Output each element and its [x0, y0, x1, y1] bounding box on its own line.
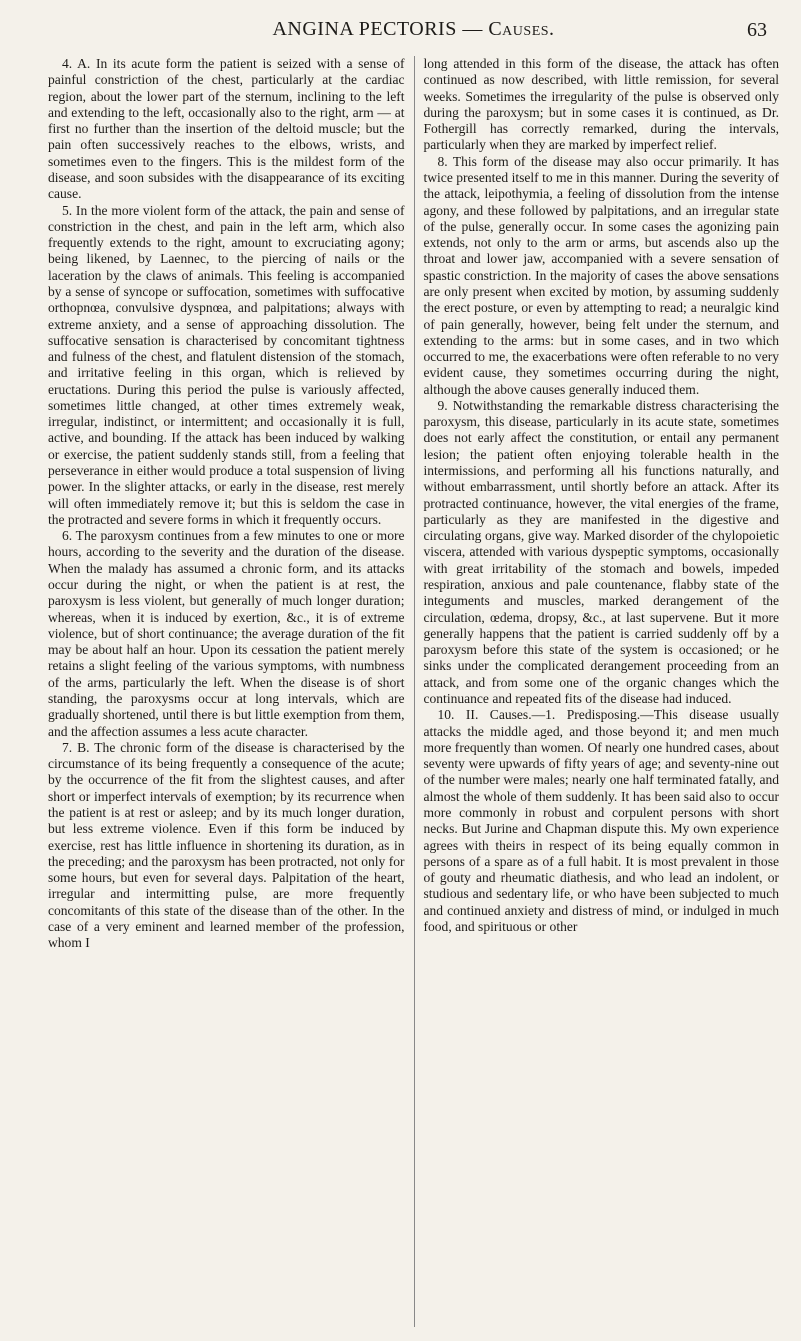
paragraph-7: 7. B. The chronic form of the disease is characterised by the circumstance of its being frequently a consequence of the acute; by the occurrence of the fit from the slightest causes, and after short or imperfect intervals of exemption; by its recurrence when the patient is at rest or asleep; and by its much longer duration, but less extreme violence. Even if this form be induced by exercise, rest has little influence in shortening its duration, as in the preceding; and the paroxysm has been protracted, not only for some hours, but even for several days. Palpitation of the heart, irregular and intermitting pulse, are more frequently concomitants of this state of the disease than of the other. In the case of a very eminent and learned member of the profession, whom I	[48, 739, 405, 951]
page-number: 63	[747, 19, 767, 41]
paragraph-10: 10. II. Causes.—1. Predisposing.—This disease usually attacks the middle aged, and those beyond it; and men much more frequently than women. Of nearly one hundred cases, about seventy were upwards of fifty years of age; and seventy-nine out of the number were males; nearly one half terminated fatally, and almost the whole of them suddenly. It has been said also to occur more commonly in robust and corpulent persons with short necks. But Jurine and Chapman dispute this. My own experience agrees with theirs in respect of its being equally common in persons of a spare as of a full habit. It is most prevalent in those of gouty and rheumatic diathesis, and who lead an indolent, or studious and sedentary life, or who have been subjected to much and continued anxiety and distress of mind, or indulged in much food, and spirituous or other	[423, 707, 779, 934]
running-head	[48, 18, 779, 41]
right-column	[414, 56, 780, 1327]
section-title: Causes.	[488, 18, 555, 40]
paragraph-9: 9. Notwithstanding the remarkable distress characterising the paroxysm, this disease, particularly in its acute state, sometimes does not early affect the constitution, or entail any permanent lesion; the patient often enjoying tolerable health in the intermissions, and performing all his functions naturally, and without embarrassment, until shortly before an attack. After its protracted continuance, however, the vital energies of the frame, particularly as they are manifested in the digestive and circulating organs, give way. Marked disorder of the chylopoietic viscera, attended with various dyspeptic symptoms, occasionally with great irritability of the stomach and bowels, impeded respiration, anxious and pale countenance, flabby state of the integuments and muscles, marked derangement of the circulation, œdema, dropsy, &c., at last supervene. But it more generally happens that the patient is carried suddenly off by a paroxysm before this state of the system is occasioned; or he sinks under the complicated derangement proceeding from an attack, and from some one of the organic changes which the continuance and repeated fits of the disease had induced.	[423, 397, 779, 706]
paragraph-7-continued: long attended in this form of the disease, the attack has often continued as now described, with little remission, for several weeks. Sometimes the irregularity of the pulse is observed only during the paroxysm; but in some cases it is continued, as Dr. Fothergill has correctly remarked, during the intervals, particularly when they are marked by imperfect relief.	[423, 56, 779, 153]
paragraph-6: 6. The paroxysm continues from a few minutes to one or more hours, according to the severity and the duration of the disease. When the malady has assumed a chronic form, and its attacks occur during the night, or when the patient is at rest, the paroxysm is less violent, but generally of much longer duration; whereas, when it is induced by exertion, &c., it is of extreme violence, but of short continuance; the average duration of the fit may be about half an hour. Upon its cessation the patient merely retains a slight feeling of the various symptoms, with numbness of the arms, particularly the left. When the disease is of short standing, the paroxysms occur at long intervals, which are gradually shortened, until there is but little exemption from them, and the affection assumes a less acute character.	[48, 528, 405, 739]
paragraph-5: 5. In the more violent form of the attack, the pain and sense of constriction in the chest, and pain in the left arm, which also frequently extends to the right, amount to excruciating agony; being likened, by Laennec, to the piercing of nails or the laceration by the claws of animals. This feeling is accompanied by a sense of syncope or suffocation, sometimes with suffocative orthopnœa, convulsive dyspnœa, and palpitations; always with extreme anxiety, and a sense of approaching dissolution. The suffocative sensation is characterised by concomitant tightness and fulness of the chest, and flatulent distension of the stomach, and irritative feeling in this organ, which is relieved by eructations. During this period the pulse is variously affected, sometimes little changed, at other times extremely weak, irregular, indistinct, or intermittent; and occasionally it is full, active, and bounding. If the attack has been induced by walking or exercise, the patient suddenly stands still, from a feeling that perseverance in either would produce a total suspension of living power. In the slighter attacks, or early in the disease, rest merely will often immediately remove it; but this is seldom the case in the protracted and severe forms in which it frequently occurs.	[48, 202, 405, 527]
paragraph-8: 8. This form of the disease may also occur primarily. It has twice presented itself to me in this manner. During the severity of the attack, leipothymia, a feeling of dissolution from the intense agony, and these followed by palpitations, and an irregular state of the pulse, generally occur. In some cases the agonizing pain extends, not only to the arm or arms, but ascends also up the throat and lower jaw, accompanied with a severe sensation of spastic constriction. In the majority of cases the above sensations are only present when excited by motion, by assuming suddenly the erect posture, or even by attempting to read; a neuralgic kind of pain generally, however, being felt under the sternum, and extending to the arms: but in some cases, and in two which occurred to me, the exacerbations were often referable to no very evident cause, they sometimes occurring during the night, although the above causes generally induced them.	[423, 153, 779, 397]
paragraph-4: 4. A. In its acute form the patient is seized with a sense of painful constriction of the chest, particularly at the cardiac region, about the lower part of the sternum, inclining to the left and extending to the left, occasionally also to the right, arm — at first no further than the insertion of the deltoid muscle; but the pain often successively reaches to the elbows, wrists, and sometimes even to the fingers. This is the mildest form of the disease, and soon subsides with the disappearance of its exciting cause.	[48, 56, 405, 202]
text-columns	[48, 56, 779, 1327]
left-column	[48, 56, 414, 1327]
page-header	[48, 18, 779, 50]
running-title: ANGINA PECTORIS —	[272, 18, 489, 40]
